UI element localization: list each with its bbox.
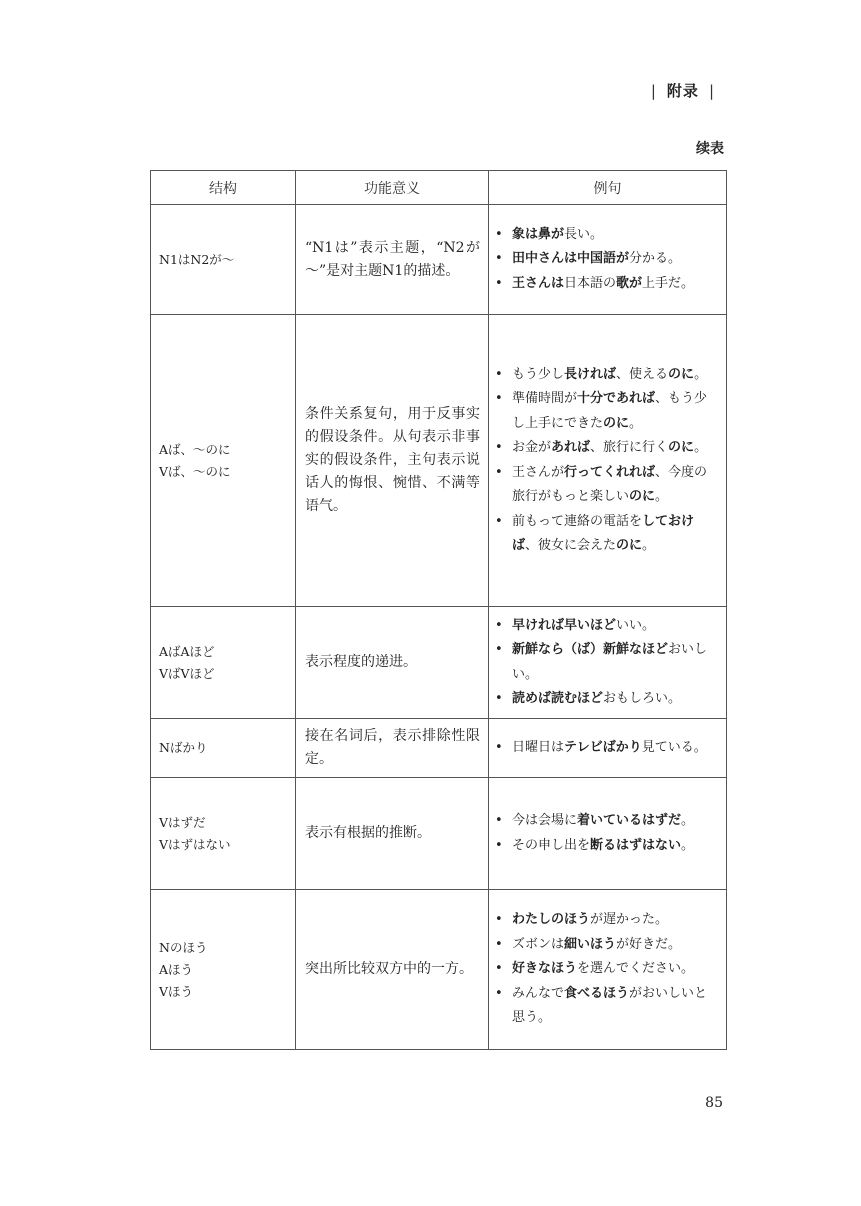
example-text: 。: [655, 489, 669, 504]
structure-pattern: N1はN2が～: [159, 251, 235, 267]
table-row: [151, 778, 727, 890]
continued-label: 续表: [696, 141, 724, 157]
example-text: ズボンは: [512, 936, 565, 952]
example-text: 、使える: [616, 366, 669, 382]
structure-cell: [151, 890, 296, 1050]
example-text: を選んでください。: [577, 961, 695, 977]
example-text: お金が: [512, 440, 552, 455]
example-sentence: [494, 957, 720, 982]
example-text: 、彼女に会えた: [525, 538, 617, 553]
page-number: 85: [705, 1095, 723, 1111]
example-sentence: [494, 272, 720, 297]
example-list: [494, 614, 720, 712]
example-keyword: のに: [603, 415, 630, 431]
example-keyword: 好きなほう: [512, 961, 578, 977]
example-keyword: あれば: [551, 440, 591, 455]
example-list: [494, 908, 720, 1031]
example-keyword: 長ければ: [564, 366, 617, 382]
example-sentence: [494, 809, 720, 834]
example-keyword: 細いほう: [564, 936, 617, 952]
example-sentence: [494, 638, 720, 687]
example-text: 王さんが: [512, 464, 565, 480]
header-function: 功能意义: [296, 171, 489, 205]
structure-pattern: VばVほど: [159, 665, 215, 681]
examples-cell: [489, 315, 727, 607]
example-keyword: 食べるほう: [564, 985, 630, 1001]
example-text: もう少し: [512, 366, 565, 382]
example-text: 。: [694, 366, 708, 382]
example-sentence: [494, 933, 720, 958]
examples-cell: [489, 778, 727, 890]
running-head: [641, 80, 725, 101]
example-sentence: [494, 247, 720, 272]
structure-pattern: Aほう: [159, 961, 194, 977]
header-structure: 结构: [151, 171, 296, 205]
table-row: [151, 205, 727, 315]
example-sentence: [494, 736, 720, 761]
function-cell: 突出所比较双方中的一方。: [296, 890, 489, 1050]
example-sentence: [494, 834, 720, 859]
example-text: が遅かった。: [590, 912, 669, 928]
example-sentence: [494, 461, 720, 510]
example-keyword: 着いているはずだ: [577, 813, 682, 828]
function-cell: 表示有根据的推断。: [296, 778, 489, 890]
example-list: [494, 223, 720, 297]
example-text: その申し出を: [512, 837, 591, 853]
example-sentence: [494, 387, 720, 436]
structure-pattern: Vほう: [159, 983, 194, 999]
example-text: 上手だ。: [642, 275, 695, 291]
example-keyword: 歌が: [616, 275, 643, 291]
example-text: 長い。: [564, 226, 604, 242]
function-cell: “N1は”表示主题，“N2が～”是对主题N1的描述。: [296, 205, 489, 315]
example-text: 日曜日は: [512, 739, 565, 755]
example-text: がおいしいと思う。: [512, 985, 708, 1026]
example-list: [494, 736, 720, 761]
example-sentence: [494, 614, 720, 639]
examples-cell: [489, 890, 727, 1050]
example-keyword: 王さんは: [512, 275, 565, 291]
structure-pattern: Nばかり: [159, 740, 208, 755]
function-cell: 接在名词后，表示排除性限定。: [296, 719, 489, 778]
header-examples: 例句: [489, 171, 727, 205]
examples-cell: [489, 719, 727, 778]
examples-cell: [489, 607, 727, 719]
example-text: 見ている。: [641, 739, 707, 755]
example-keyword: わたしのほう: [512, 912, 591, 928]
example-keyword: 田中さんは: [512, 251, 578, 267]
structure-cell: [151, 205, 296, 315]
structure-cell: [151, 607, 296, 719]
example-keyword: しておけば: [512, 513, 695, 553]
example-text: 。: [681, 837, 695, 853]
example-sentence: [494, 436, 720, 461]
function-cell: 条件关系复句，用于反事实的假设条件。从句表示非事实的假设条件，主句表示说话人的悔恨、惋惜、不满等语气。: [296, 315, 489, 607]
structure-cell: [151, 315, 296, 607]
example-sentence: [494, 908, 720, 933]
example-keyword: 象は: [512, 226, 539, 242]
example-keyword: 中国語が: [577, 251, 630, 267]
example-sentence: [494, 687, 720, 712]
example-keyword: のに: [668, 440, 695, 455]
example-keyword: 十分であれば: [577, 391, 656, 406]
example-sentence: [494, 510, 720, 559]
table-header-row: [151, 171, 727, 205]
example-text: みんなで: [512, 985, 565, 1001]
function-cell: 表示程度的递进。: [296, 607, 489, 719]
example-keyword: テレビばかり: [564, 739, 642, 755]
example-text: 、旅行に行く: [590, 440, 669, 455]
example-keyword: のに: [629, 489, 656, 504]
structure-pattern: Nのほう: [159, 939, 208, 955]
example-text: 日本語の: [564, 275, 617, 291]
example-text: 。: [642, 538, 656, 553]
example-text: 分かる。: [629, 251, 682, 267]
structure-pattern: AばAほど: [159, 643, 215, 659]
example-text: 前もって連絡の電話を: [512, 513, 643, 529]
example-keyword: 断るはずはない: [590, 837, 682, 853]
table-row: [151, 890, 727, 1050]
example-keyword: 鼻が: [538, 226, 565, 242]
structure-cell: [151, 778, 296, 890]
structure-pattern: Vば、～のに: [159, 463, 231, 479]
running-head-bar-left: |: [650, 82, 657, 100]
example-keyword: 新鮮なら（ば）新鮮なほど: [512, 642, 669, 657]
structure-pattern: Aば、～のに: [159, 441, 231, 457]
running-head-bar-right: |: [708, 82, 715, 100]
running-head-title: 附录: [666, 82, 699, 100]
example-text: が好きだ。: [616, 936, 682, 952]
table-row: [151, 315, 727, 607]
example-text: 準備時間が: [512, 391, 578, 406]
example-text: おもしろい。: [603, 691, 682, 706]
example-text: 。: [694, 440, 708, 455]
structure-pattern: Vはずだ: [159, 814, 206, 830]
example-sentence: [494, 223, 720, 248]
example-text: 。: [681, 813, 695, 828]
example-text: 、もう少し上手にできた: [512, 391, 708, 431]
example-text: いい。: [616, 617, 656, 633]
example-sentence: [494, 363, 720, 388]
example-list: [494, 363, 720, 559]
example-text: 、今度の旅行がもっと楽しい: [512, 464, 708, 504]
examples-cell: [489, 205, 727, 315]
grammar-table: [150, 170, 727, 1050]
example-keyword: のに: [668, 366, 695, 382]
structure-cell: [151, 719, 296, 778]
table-row: [151, 607, 727, 719]
example-list: [494, 809, 720, 858]
example-text: おいしい。: [512, 642, 708, 682]
example-keyword: 読めば読むほど: [512, 691, 604, 706]
example-keyword: 早ければ早いほど: [512, 617, 617, 633]
example-sentence: [494, 982, 720, 1031]
table-row: [151, 719, 727, 778]
example-keyword: 行ってくれれば: [564, 464, 656, 480]
example-text: 今は会場に: [512, 813, 578, 828]
structure-pattern: Vはずはない: [159, 836, 231, 852]
example-keyword: のに: [616, 538, 643, 553]
example-text: 。: [629, 415, 643, 431]
